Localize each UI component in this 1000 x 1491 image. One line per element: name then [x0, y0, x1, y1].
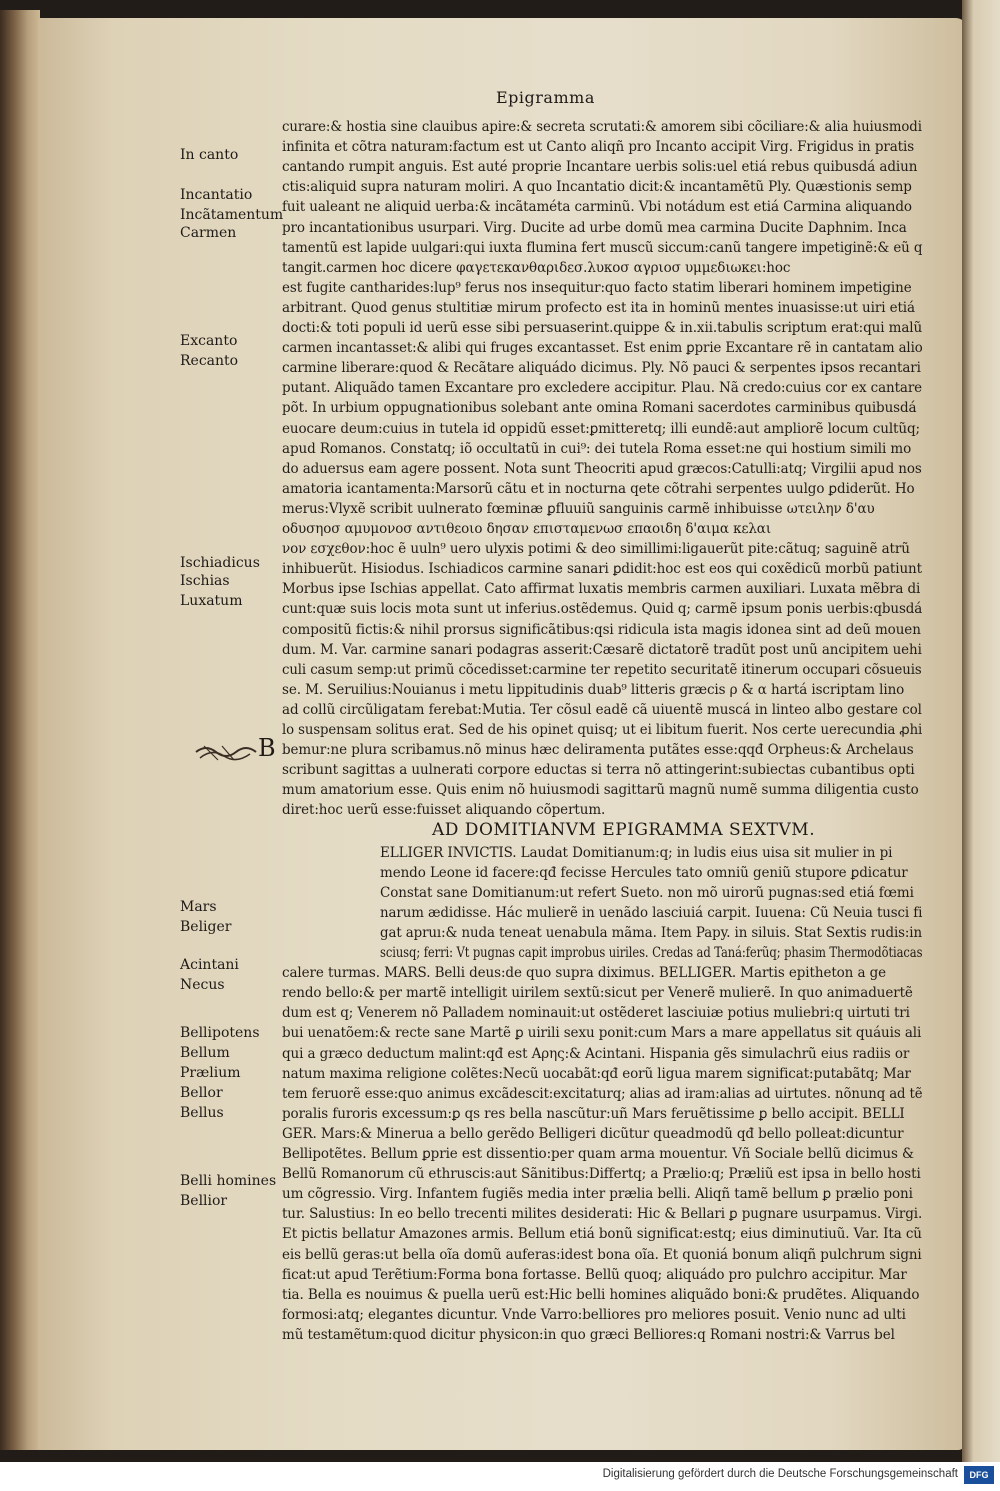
- text-line: põt. In urbium oppugnationibus solebant ante omina Romani sacerdotes carminibus quibusdá: [282, 400, 917, 417]
- facing-page-edge: [962, 0, 1000, 1462]
- text-line: putant. Aliquãdo tamen Excantare pro excledere accipitur. Plau. Nã credo:cuius cor ex cantare: [282, 380, 923, 397]
- margin-note: Beliger: [180, 919, 232, 935]
- text-line: ctis:aliquid supra naturam moliri. A quo Incantatio dicit:& incantamẽtũ Ply. Quæstionis semp: [282, 179, 912, 196]
- margin-note: Recanto: [180, 353, 239, 369]
- running-head: Epigramma: [496, 88, 595, 107]
- ornament-flourish-icon: [194, 742, 260, 764]
- text-line: bui uenatõem:& recte sane Martẽ ꝑ uirili sexu ponit:cum Mars a mare appellatus sit quáuis ali: [282, 1025, 922, 1042]
- margin-note: Necus: [180, 977, 225, 993]
- text-line: ELLIGER INVICTIS. Laudat Domitianum:q; in ludis eius uisa sit mulier in pi: [380, 844, 893, 861]
- margin-note: Belli homines: [180, 1173, 277, 1189]
- text-line: mũ testamẽtum:quod dicitur physicon:in quo græci Belliores:q Romani nostri:& Varrus bel: [282, 1326, 895, 1343]
- text-line: diret:hoc uerũ esse:fuisset aliquando cõpertum.: [282, 802, 606, 819]
- text-line: ficat:ut apud Terẽtium:Forma bona fortasse. Bellũ quoq; aliquádo pro pulchro accipitur. Mar: [282, 1266, 907, 1283]
- text-line: poralis furoris excessum:ꝑ qs res bella nascũtur:uñ Mars feruẽtissime ꝑ bello accipit. BELLI: [282, 1105, 905, 1122]
- margin-note: In canto: [180, 147, 239, 163]
- margin-note: Carmen: [180, 225, 237, 241]
- text-line: curare:& hostia sine clauibus apire:& secreta scrutati:& amorem sibi cõciliare:& alia huiusmodi: [282, 119, 922, 135]
- text-line: carmen incantasset:& alibi qui fruges excantasset. Est enim ꝑprie Excantare rẽ in cantatam alio: [282, 340, 923, 357]
- text-line: Et pictis bellatur Amazones armis. Bellum etiá bonũ significat:estq; eius diminutiuũ. Var. Ita cũ: [282, 1226, 922, 1243]
- text-line: lo suspensam solitus erat. Sed de his opinet quisq; ut ei libitum fuerit. Nos certe uerecundia ꝓhi: [282, 722, 923, 738]
- text-line: dum. M. Var. carmine sanari podagras asserit:Cæsarẽ dictatorẽ tradũt post unũ ancipitem uehi: [282, 641, 922, 658]
- text-line: narum ædidisse. Hác mulierẽ in uenãdo lasciuiá carpit. Iuuena: Cũ Neuia tusci fi: [380, 904, 923, 921]
- text-line: mum amatorium esse. Quis enim nõ huiusmodi sagittarũ magnũ numẽ summa diligentia custo: [282, 782, 919, 799]
- margin-note: Bellipotens: [180, 1025, 260, 1041]
- text-line: Morbus ipse Ischias appellat. Cato affirmat luxatis membris carmen auxiliari. Luxata mẽbra di: [282, 581, 921, 598]
- footer-credit: Digitalisierung gefördert durch die Deutsche Forschungsgemeinschaft: [602, 1468, 958, 1480]
- text-line: mendo Leone id facere:qđ fecisse Hercules tato omniũ geniũ stupore ꝑdicatur: [380, 864, 908, 881]
- margin-note: Acintani: [180, 957, 239, 973]
- text-line: euocare deum:cuius in tutela id oppidũ esset:ꝑmitteretq; illi eundẽ:aut ampliorẽ locum cultũq;: [282, 420, 920, 437]
- text-line: amatoria icantamenta:Marsorũ cãtu et in nocturna qete cõtrahi serpentes uulgo ꝑdiderũt. Ho: [282, 480, 915, 497]
- margin-note: Excanto: [180, 333, 238, 349]
- margin-note: Luxatum: [180, 593, 243, 609]
- section-heading: AD DOMITIANVM EPIGRAMMA SEXTVM.: [432, 819, 816, 840]
- text-line: cunt:quæ suis locis mota sunt ut inferius.ostẽdemus. Quid q; carmẽ ipsum ponis uerbis:qbusdá: [282, 601, 923, 618]
- text-line: inhibuerũt. Hisiodus. Ischiadicos carmine sanari ꝑdidit:hoc est eos qui coxẽdicũ morbũ patiunt: [282, 561, 922, 578]
- text-line: bemur:ne plura scribamus.nõ minus hæc deliramenta putãtes esse:qqđ Orpheus:& Archelaus: [282, 742, 914, 759]
- text-line: tangit.carmen hoc dicere φαγετεκανθαριδεσ.λυκοσ αγριοσ υμμεδιωκει:hoc: [282, 259, 791, 276]
- margin-note: Prælium: [180, 1065, 241, 1081]
- text-line: cantando rumpit anguis. Est auté proprie Incantare uerbis solis:uel etiá rebus quibusdá adiun: [282, 159, 918, 176]
- text-line: um cõgressio. Virg. Infantem fugiẽs media inter prælia belli. Aliqñ tamẽ bellum ꝑ prælio poni: [282, 1186, 913, 1203]
- margin-note: Ischiadicus: [180, 555, 260, 571]
- text-line: se. M. Seruilius:Nouianus i metu lippitudinis duab⁹ litteris græcis ρ & α hartá iscriptam lino: [282, 681, 905, 698]
- text-line: οδυσηοσ αμυμονοσ αντιθεοιο δησαν επισταμενωσ επαοιδη δ'αιμα κελαι: [282, 521, 772, 537]
- text-line: sciusq; ferri: Vt pugnas capit improbus uiriles. Credas ad Taná:ferũq; phasim Thermodõtiacas: [380, 945, 923, 961]
- text-line: GER. Mars:& Minerua a bello gerẽdo Belligeri dicũtur queadmodũ qđ bello polleat:dicuntur: [282, 1125, 904, 1142]
- text-line: dum est q; Venerem nõ Palladem nominauit:ut ostẽderet lasciuiæ potius muliebri:q uirtuti tri: [282, 1005, 910, 1022]
- text-line: natum maxima religione colẽtes:Necũ uocabãt:qđ eorũ ligua marem significat:putabãtq; Mar: [282, 1065, 911, 1082]
- text-line: est fugite cantharides:lup⁹ ferus nos insequitur:quo facto statim liberari hominem impetigine: [282, 279, 912, 296]
- text-line: tur. Salustius: In eo bello trecenti milites desiderati: Hic & Bellari ꝑ pugnare usurpamus. Virgi.: [282, 1206, 923, 1223]
- text-line: rendo bello:& per martẽ intelligit uirilem sextũ:sicut per Venerẽ mulierẽ. In quo animaduertẽ: [282, 985, 913, 1002]
- text-line: pro incantationibus usurpari. Virg. Ducite ad urbe domũ mea carmina Ducite Daphnim. Inca: [282, 219, 907, 236]
- text-line: tamentũ est lapide uulgari:qui iuxta flumina fert muscũ siccum:canũ tangere impetiginẽ:& eũ q: [282, 239, 923, 256]
- text-line: culi casum semp:ut primũ cõcedisset:carmine ter repetito securitatẽ itinerum occupari cõsueuis: [282, 661, 922, 678]
- text-line: scribunt sagittas a uulnerati corpore eductas si terra nõ attingerint:subiectas cubantibus opti: [282, 762, 915, 779]
- text-line: infinita et cõtra naturam:factum est ut Canto aliqñ pro Incanto accipit Virg. Frigidus in pratis: [282, 139, 915, 156]
- margin-note: Incantatio: [180, 187, 253, 203]
- text-line: tia. Bella es nouimus & puella uerũ est:Hic belli homines aliquãdo boni:& prudẽtes. Aliquando: [282, 1286, 920, 1303]
- text-line: qui a græco deductum malint:qđ est Αρης:& Acintani. Hispania gẽs simulachrũ eius radiis or: [282, 1045, 910, 1062]
- text-line: Bellipotẽtes. Bellum ꝑprie est dissentio:per quam arma mouentur. Vñ Sociale bellũ dicimus &: [282, 1146, 914, 1162]
- text-line: arbitrant. Quod genus stultitiæ mirum profecto est ita in hominũ mentes inuasisse:ut uiri etiá: [282, 299, 915, 316]
- text-line: tem feruorẽ esse:quo animus excãdescit:excitaturq; alias ad iram:alias ad uirtutes. nõnunq ad tẽ: [282, 1085, 923, 1102]
- margin-note: Bellus: [180, 1105, 224, 1121]
- text-line: apud Romanos. Constatq; iõ occultatũ in cui⁹: dei tutela Roma esset:ne qui hostium simili mo: [282, 440, 912, 457]
- margin-note: Incãtamentum: [180, 207, 284, 223]
- margin-note: Bellor: [180, 1085, 223, 1101]
- initial-letter: B: [258, 734, 276, 762]
- margin-note: Ischias: [180, 573, 230, 589]
- text-line: gat apruı:& nuda teneat uenabula mãma. Item Papy. in siluis. Stat Sextis rudis:in: [380, 924, 922, 941]
- margin-note: Mars: [180, 899, 217, 915]
- text-line: formosi:atq; elegantes dicuntur. Vnde Varro:belliores pro meliores posuit. Venio nunc ad ulti: [282, 1306, 906, 1323]
- text-line: Bellũ Romanorum cũ ethruscis:aut Sãnitibus:Differtq; a Prælio:q; Præliũ est ipsa in bello hosti: [282, 1166, 921, 1183]
- book-edge-left: [0, 10, 40, 1450]
- text-line: carmine liberare:quod & Recãtare aliquádo dicimus. Ply. Nõ pauci & serpentes ipsos recantari: [282, 360, 921, 377]
- text-line: merus:Vlyxẽ scribit uulnerato fœminæ ꝑfluuiũ sanguinis carmẽ inhibuisse ωτειλην δ'αυ: [282, 500, 875, 517]
- text-line: compositũ fictis:& nihil prorsus significãtibus:qsi ridicula ista magis idonea sint ad deũ mouen: [282, 621, 921, 638]
- dfg-logo-icon: DFG: [964, 1466, 994, 1484]
- text-line: docti:& toti populi id uerũ esse sibi persuaserint.quippe & in.xii.tabulis scriptum erat:qui malũ: [282, 320, 923, 336]
- text-line: fuit ualeant ne aliquid uerba:& incãtaméta carminũ. Vbi notádum est etiá Carmina aliquando: [282, 199, 912, 216]
- text-line: Constat sane Domitianum:ut refert Sueto. non mõ uirorũ pugnas:sed etiá fœmi: [380, 884, 914, 901]
- margin-note: Bellior: [180, 1193, 228, 1209]
- text-line: calere turmas. MARS. Belli deus:de quo supra diximus. BELLIGER. Martis epitheton a ge: [282, 965, 887, 982]
- text-line: eis bellũ geras:ut bella oĩa domũ auferas:idest bona oĩa. Et quoniá bonum aliqñ pulchrum signi: [282, 1246, 922, 1263]
- text-line: ad collũ circũligatam ferebat:Mutia. Ter cõsul eadẽ cã uiuentẽ muscá in linteo albo gestare col: [282, 701, 922, 718]
- text-line: do aduersus eam agere possent. Nota sunt Theocriti apud græcos:Catulli:atq; Virgilii apud nos: [282, 460, 922, 477]
- margin-note: Bellum: [180, 1045, 230, 1061]
- text-line: νον εσχεθον:hoc ẽ uuln⁹ uero ulyxis potimi & deo simillimi:ligauerũt pite:cãtuq; saguinẽ atrũ: [282, 541, 910, 558]
